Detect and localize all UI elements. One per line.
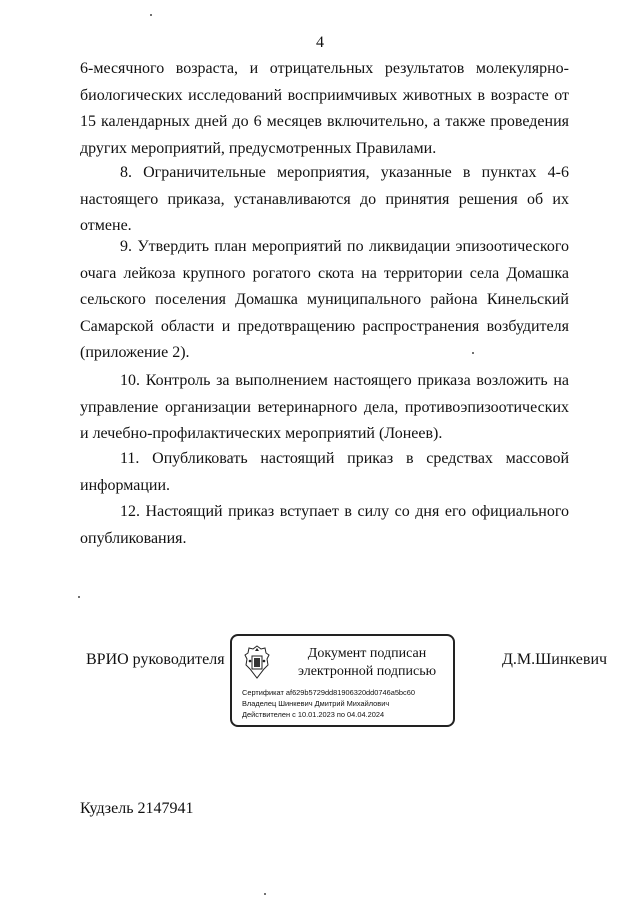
scan-speck: [472, 352, 474, 354]
certificate-number: Сертификат af629b5729dd81906320dd0746a5bc60: [242, 688, 415, 697]
scan-speck: [150, 14, 152, 16]
electronic-signature-stamp: [230, 634, 455, 727]
paragraph-11: 11. Опубликовать настоящий приказ в средствах массовой информации.: [80, 450, 569, 494]
certificate-validity: Действителен с 10.01.2023 по 04.04.2024: [242, 710, 385, 719]
stamp-title-line-1: Документ подписан: [307, 646, 427, 661]
executor-note: Кудзель 2147941: [80, 800, 194, 817]
stamp-details: [242, 687, 452, 720]
stamp-title: [292, 645, 442, 681]
coat-of-arms-icon: [244, 645, 270, 679]
paragraph-10: 10. Контроль за выполнением настоящего приказа возложить на управление организации ветеринарного дела, противоэпизоотических и лечебно-профилактических мероприятий (Лонеев).: [80, 372, 569, 442]
paragraph-9: 9. Утвердить план мероприятий по ликвидации эпизоотического очага лейкоза крупного рогатого скота на территории села Домашка сельского поселения Домашка муниципального района Кинельский Самарской области и предотвращению распространения возбудителя (приложение 2).: [80, 238, 569, 361]
scan-speck: [264, 893, 266, 895]
paragraph-continuation: 6-месячного возраста, и отрицательных результатов молекулярно-биологических исследований восприимчивых животных в возрасте от 15 календарных дней до 6 месяцев включительно, а также проведения других мероприятий, предусмотренных Правилами.: [80, 60, 569, 157]
certificate-owner: Владелец Шинкевич Дмитрий Михайлович: [242, 699, 390, 708]
signer-position: ВРИО руководителя: [86, 651, 225, 668]
stamp-title-line-2: электронной подписью: [297, 664, 437, 679]
paragraph-12: 12. Настоящий приказ вступает в силу со дня его официального опубликования.: [80, 503, 569, 547]
scan-speck: [78, 596, 80, 598]
page-number: 4: [316, 34, 324, 51]
paragraph-8: 8. Ограничительные мероприятия, указанные в пунктах 4-6 настоящего приказа, устанавливаются до принятия решения об их отмене.: [80, 164, 569, 234]
signer-name: Д.М.Шинкевич: [502, 651, 608, 668]
